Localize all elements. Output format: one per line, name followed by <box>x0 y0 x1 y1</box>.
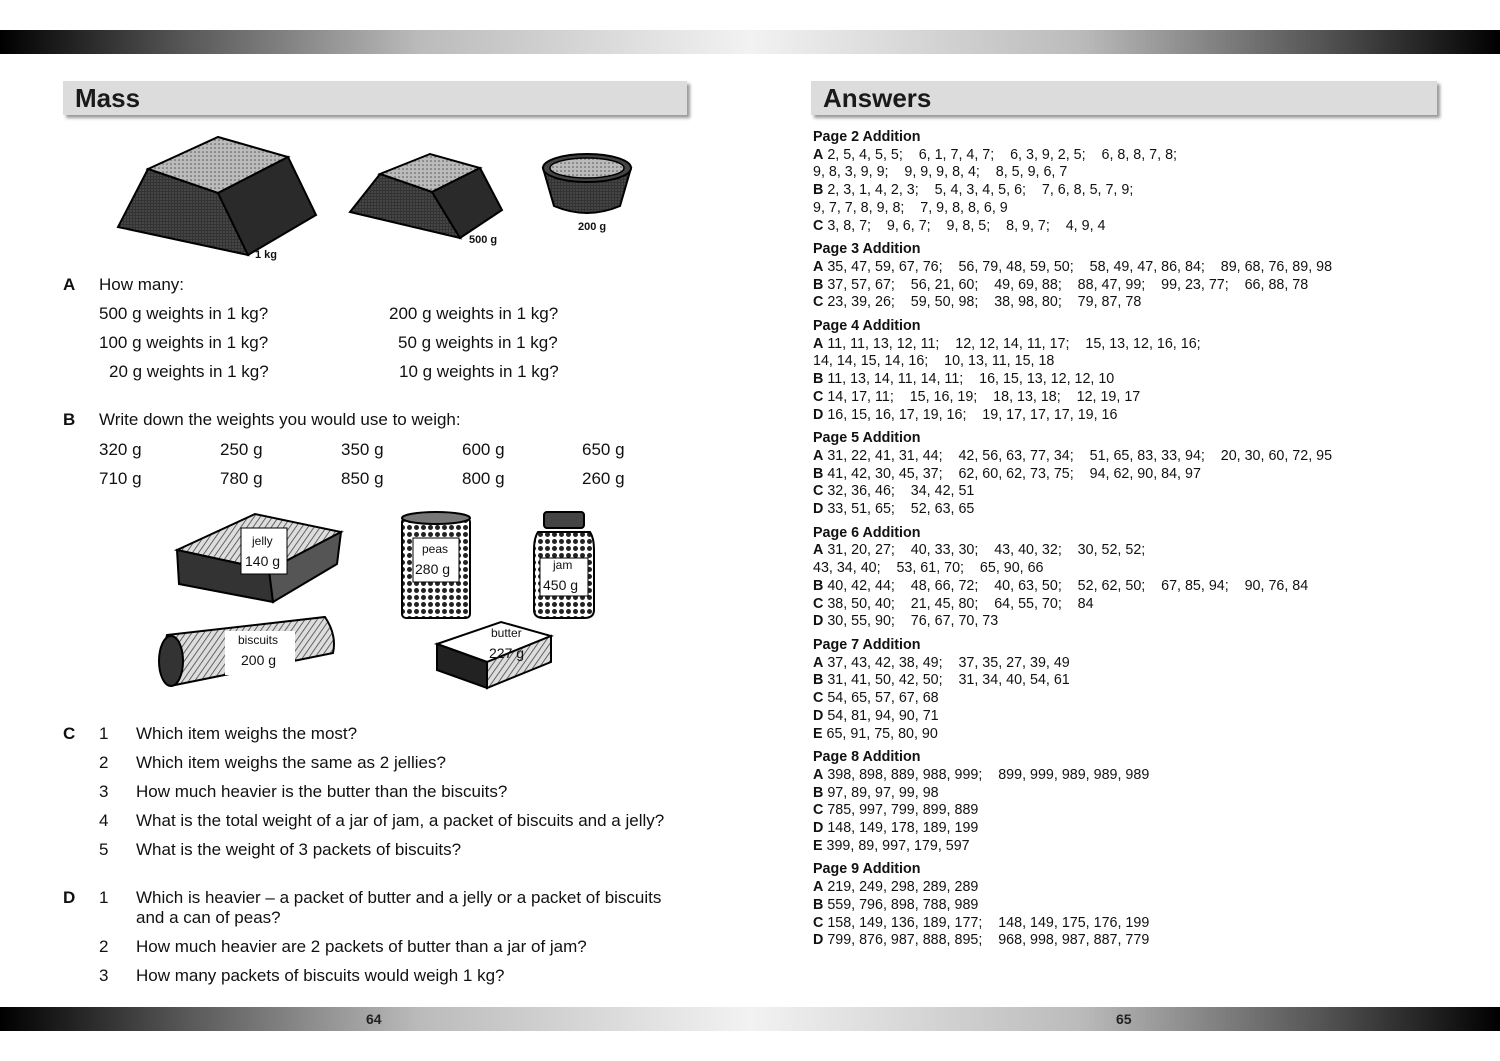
answer-line-letter: B <box>813 784 824 801</box>
answer-line-letter: C <box>813 914 824 931</box>
answer-line-text: 54, 81, 94, 90, 71 <box>827 707 939 724</box>
answer-line-text: 2, 3, 1, 4, 2, 3; 5, 4, 3, 4, 5, 6; 7, 6, 8, 5, 7, 9; <box>827 182 1134 199</box>
butter-label: butter <box>491 626 522 640</box>
weight-1kg-label: 1 kg <box>255 249 278 261</box>
question-text: Which item weighs the same as 2 jellies? <box>136 753 446 772</box>
answer-line-text: 559, 796, 898, 788, 989 <box>827 896 979 913</box>
answer-line-text: 38, 50, 40; 21, 45, 80; 64, 55, 70; 84 <box>827 595 1094 612</box>
answer-line-text: 9, 7, 7, 8, 9, 8; 7, 9, 8, 8, 6, 9 <box>813 199 1008 216</box>
section-b-value: 850 g <box>341 469 384 488</box>
question-number: 1 <box>99 724 109 743</box>
answers-list <box>813 129 1453 956</box>
answer-line-text: 23, 39, 26; 59, 50, 98; 38, 98, 80; 79, 87, 78 <box>827 294 1142 311</box>
answer-line <box>813 613 1453 631</box>
answer-line-text: 97, 89, 97, 99, 98 <box>827 784 939 801</box>
answer-line-letter: A <box>813 542 824 559</box>
answer-section-title: Page 5 Addition <box>813 430 921 447</box>
answer-line <box>813 200 1453 218</box>
section-c-label: C <box>63 724 76 743</box>
answer-line-letter: B <box>813 577 824 594</box>
bottom-decorative-bar <box>0 1007 1500 1031</box>
question-text: Which item weighs the most? <box>136 724 358 743</box>
answer-line <box>813 879 1453 897</box>
answer-line-letter: A <box>813 654 824 671</box>
question-number: 5 <box>99 840 109 859</box>
page-number-left: 64 <box>366 1011 382 1027</box>
answer-line <box>813 389 1453 407</box>
answer-line <box>813 767 1453 785</box>
answer-line-letter: A <box>813 766 824 783</box>
answer-line-letter: E <box>813 725 823 742</box>
answer-line <box>813 407 1453 425</box>
answer-line <box>813 726 1453 744</box>
answer-line-text: 399, 89, 997, 179, 597 <box>826 837 970 854</box>
answer-line-letter: B <box>813 465 824 482</box>
answer-line-text: 799, 876, 987, 888, 895; 968, 998, 987, 887, 779 <box>827 932 1150 949</box>
answer-section <box>813 241 1453 312</box>
answer-line-text: 65, 91, 75, 80, 90 <box>826 725 938 742</box>
answer-line <box>813 336 1453 354</box>
section-a-item: 10 g weights in 1 kg? <box>399 362 559 381</box>
section-a-item: 20 g weights in 1 kg? <box>109 362 269 381</box>
peas-label: peas <box>422 542 449 556</box>
answer-line <box>813 182 1453 200</box>
section-b-value: 780 g <box>220 469 263 488</box>
section-b-label: B <box>63 410 76 429</box>
answer-line <box>813 897 1453 915</box>
section-a-prompt: How many: <box>99 275 185 294</box>
answer-section-title: Page 2 Addition <box>813 129 921 145</box>
answer-section <box>813 129 1453 235</box>
question-text: How many packets of biscuits would weigh 1 kg? <box>136 966 505 985</box>
section-a-item: 200 g weights in 1 kg? <box>389 304 559 323</box>
question-number: 2 <box>99 753 109 772</box>
answer-line-text: 219, 249, 298, 289, 289 <box>827 879 979 896</box>
answer-line <box>813 466 1453 484</box>
answer-line-letter: C <box>813 388 824 405</box>
answer-line-text: 35, 47, 59, 67, 76; 56, 79, 48, 59, 50; 58, 49, 47, 86, 84; 89, 68, 76, 89, 98 <box>827 258 1333 275</box>
page-number-right: 65 <box>1116 1011 1132 1027</box>
section-a-label: A <box>63 275 76 294</box>
answer-line <box>813 578 1453 596</box>
answer-line-text: 398, 898, 889, 988, 999; 899, 999, 989, 989, 989 <box>827 766 1150 783</box>
jam-weight: 450 g <box>543 577 579 593</box>
weight-500g-illustration <box>350 152 510 242</box>
answer-line-text: 11, 11, 13, 12, 11; 12, 12, 14, 11, 17; 15, 13, 12, 16, 16; <box>827 335 1201 352</box>
answer-line-text: 11, 13, 14, 11, 14, 11; 16, 15, 13, 12, 12, 10 <box>827 371 1115 388</box>
question-text: What is the weight of 3 packets of biscuits? <box>136 840 462 859</box>
answer-line-text: 158, 149, 136, 189, 177; 148, 149, 175, 176, 199 <box>827 914 1150 931</box>
jelly-label: jelly <box>252 534 273 548</box>
weight-500g-label: 500 g <box>469 234 498 246</box>
question-number: 4 <box>99 811 109 830</box>
answer-line-letter: A <box>813 335 824 352</box>
answer-line-text: 41, 42, 30, 45, 37; 62, 60, 62, 73, 75; 94, 62, 90, 84, 97 <box>827 465 1201 482</box>
answer-line <box>813 708 1453 726</box>
answer-line <box>813 147 1453 165</box>
peas-weight: 280 g <box>415 561 451 577</box>
answer-line <box>813 820 1453 838</box>
page-title-answers: Answers <box>811 81 1437 115</box>
answer-line-letter: B <box>813 672 824 689</box>
question-number: 2 <box>99 937 109 956</box>
answer-line-letter: C <box>813 690 824 707</box>
jelly-weight: 140 g <box>245 553 281 569</box>
answer-section <box>813 749 1453 855</box>
answer-section-title: Page 4 Addition <box>813 318 921 335</box>
answer-line-letter: C <box>813 595 824 612</box>
answer-section-title: Page 9 Addition <box>813 861 921 878</box>
answer-line-text: 31, 22, 41, 31, 44; 42, 56, 63, 77, 34; 51, 65, 83, 33, 94; 20, 30, 60, 72, 95 <box>827 447 1333 464</box>
answer-line-letter: B <box>813 276 824 293</box>
answer-section <box>813 430 1453 519</box>
answer-line-text: 40, 42, 44; 48, 66, 72; 40, 63, 50; 52, 62, 50; 67, 85, 94; 90, 76, 84 <box>827 577 1309 594</box>
section-b-value: 600 g <box>462 440 505 459</box>
answer-line-letter: D <box>813 820 824 837</box>
answer-line-text: 43, 34, 40; 53, 61, 70; 65, 90, 66 <box>813 560 1044 577</box>
top-decorative-bar <box>0 30 1500 54</box>
answer-line-letter: A <box>813 447 824 464</box>
answer-line <box>813 259 1453 277</box>
answer-line <box>813 596 1453 614</box>
section-b-value: 650 g <box>582 440 625 459</box>
answer-line-text: 30, 55, 90; 76, 67, 70, 73 <box>827 613 999 630</box>
biscuits-weight: 200 g <box>241 652 277 668</box>
answer-line-text: 3, 8, 7; 9, 6, 7; 9, 8, 5; 8, 9, 7; 4, 9, 4 <box>827 217 1106 234</box>
answer-section-title: Page 7 Addition <box>813 636 921 653</box>
answer-line-text: 37, 57, 67; 56, 21, 60; 49, 69, 88; 88, 47, 99; 99, 23, 77; 66, 88, 78 <box>827 276 1309 293</box>
answer-line-letter: C <box>813 802 824 819</box>
answer-section-title: Page 8 Addition <box>813 749 921 766</box>
answer-line <box>813 277 1453 295</box>
butter-weight: 227 g <box>489 645 525 661</box>
weight-1kg-illustration <box>118 135 318 260</box>
answer-section-title: Page 3 Addition <box>813 241 921 258</box>
answer-line-letter: B <box>813 182 824 199</box>
answer-line <box>813 501 1453 519</box>
weight-200g-illustration <box>540 150 635 218</box>
section-d-label: D <box>63 888 76 907</box>
answer-line-text: 14, 14, 15, 14, 16; 10, 13, 11, 15, 18 <box>813 353 1055 370</box>
answer-section <box>813 637 1453 743</box>
section-b-prompt: Write down the weights you would use to weigh: <box>99 410 461 429</box>
answer-line-text: 785, 997, 799, 899, 889 <box>827 802 979 819</box>
answer-line <box>813 932 1453 950</box>
answer-line-letter: D <box>813 932 824 949</box>
section-b-value: 710 g <box>99 469 142 488</box>
answer-line <box>813 672 1453 690</box>
answer-line-text: 148, 149, 178, 189, 199 <box>827 820 979 837</box>
question-number: 3 <box>99 966 109 985</box>
page-title-mass: Mass <box>63 81 687 115</box>
answer-line-letter: B <box>813 896 824 913</box>
section-b-value: 350 g <box>341 440 384 459</box>
answer-line <box>813 690 1453 708</box>
answer-line <box>813 483 1453 501</box>
section-b-value: 800 g <box>462 469 505 488</box>
answer-section-title: Page 6 Addition <box>813 524 921 541</box>
answer-line-letter: C <box>813 294 824 311</box>
section-a-item: 500 g weights in 1 kg? <box>99 304 269 323</box>
answer-line-text: 54, 65, 57, 67, 68 <box>827 690 939 707</box>
answer-line-text: 32, 36, 46; 34, 42, 51 <box>827 483 975 500</box>
answer-line <box>813 353 1453 371</box>
section-a-item: 50 g weights in 1 kg? <box>398 333 558 352</box>
answer-line <box>813 371 1453 389</box>
answer-section <box>813 861 1453 950</box>
question-text: How much heavier is the butter than the biscuits? <box>136 782 508 801</box>
answer-line <box>813 542 1453 560</box>
section-a-item: 100 g weights in 1 kg? <box>99 333 269 352</box>
answer-line-letter: C <box>813 217 824 234</box>
biscuits-label: biscuits <box>238 633 279 647</box>
jam-label: jam <box>553 558 573 572</box>
question-text: What is the total weight of a jar of jam, a packet of biscuits and a jelly? <box>136 811 665 830</box>
answer-line-letter: D <box>813 613 824 630</box>
answer-section <box>813 318 1453 424</box>
answer-section <box>813 525 1453 631</box>
answer-line-letter: D <box>813 707 824 724</box>
answer-line-letter: A <box>813 146 824 163</box>
answer-line-text: 31, 41, 50, 42, 50; 31, 34, 40, 54, 61 <box>827 672 1070 689</box>
answer-line <box>813 448 1453 466</box>
answer-line-letter: C <box>813 483 824 500</box>
answer-line-letter: B <box>813 371 824 388</box>
question-number: 3 <box>99 782 109 801</box>
answer-line-text: 31, 20, 27; 40, 33, 30; 43, 40, 32; 30, 52, 52; <box>827 542 1146 559</box>
answer-line-letter: E <box>813 837 823 854</box>
answer-line-letter: A <box>813 258 824 275</box>
answer-line-text: 2, 5, 4, 5, 5; 6, 1, 7, 4, 7; 6, 3, 9, 2, 5; 6, 8, 8, 7, 8; <box>827 146 1178 163</box>
answer-line-text: 9, 8, 3, 9, 9; 9, 9, 9, 8, 4; 8, 5, 9, 6, 7 <box>813 164 1068 181</box>
question-text-continued: and a can of peas? <box>136 908 281 927</box>
answer-line <box>813 785 1453 803</box>
answer-line-text: 37, 43, 42, 38, 49; 37, 35, 27, 39, 49 <box>827 654 1070 671</box>
answer-line <box>813 838 1453 856</box>
question-text: Which is heavier – a packet of butter and a jelly or a packet of biscuits <box>136 888 662 907</box>
answer-line <box>813 655 1453 673</box>
answer-line <box>813 915 1453 933</box>
answer-line-text: 14, 17, 11; 15, 16, 19; 18, 13, 18; 12, 19, 17 <box>827 388 1141 405</box>
answer-line <box>813 164 1453 182</box>
answer-line-letter: D <box>813 501 824 518</box>
answer-line <box>813 802 1453 820</box>
answer-line-text: 16, 15, 16, 17, 19, 16; 19, 17, 17, 17, 19, 16 <box>827 406 1118 423</box>
answer-line <box>813 560 1453 578</box>
answer-line-letter: A <box>813 879 824 896</box>
section-b-value: 320 g <box>99 440 142 459</box>
answer-line-text: 33, 51, 65; 52, 63, 65 <box>827 501 975 518</box>
weight-200g-label: 200 g <box>578 221 607 233</box>
question-text: How much heavier are 2 packets of butter than a jar of jam? <box>136 937 587 956</box>
section-b-value: 260 g <box>582 469 625 488</box>
question-number: 1 <box>99 888 109 907</box>
answer-line <box>813 218 1453 236</box>
answer-line <box>813 294 1453 312</box>
section-b-value: 250 g <box>220 440 263 459</box>
answer-line-letter: D <box>813 406 824 423</box>
